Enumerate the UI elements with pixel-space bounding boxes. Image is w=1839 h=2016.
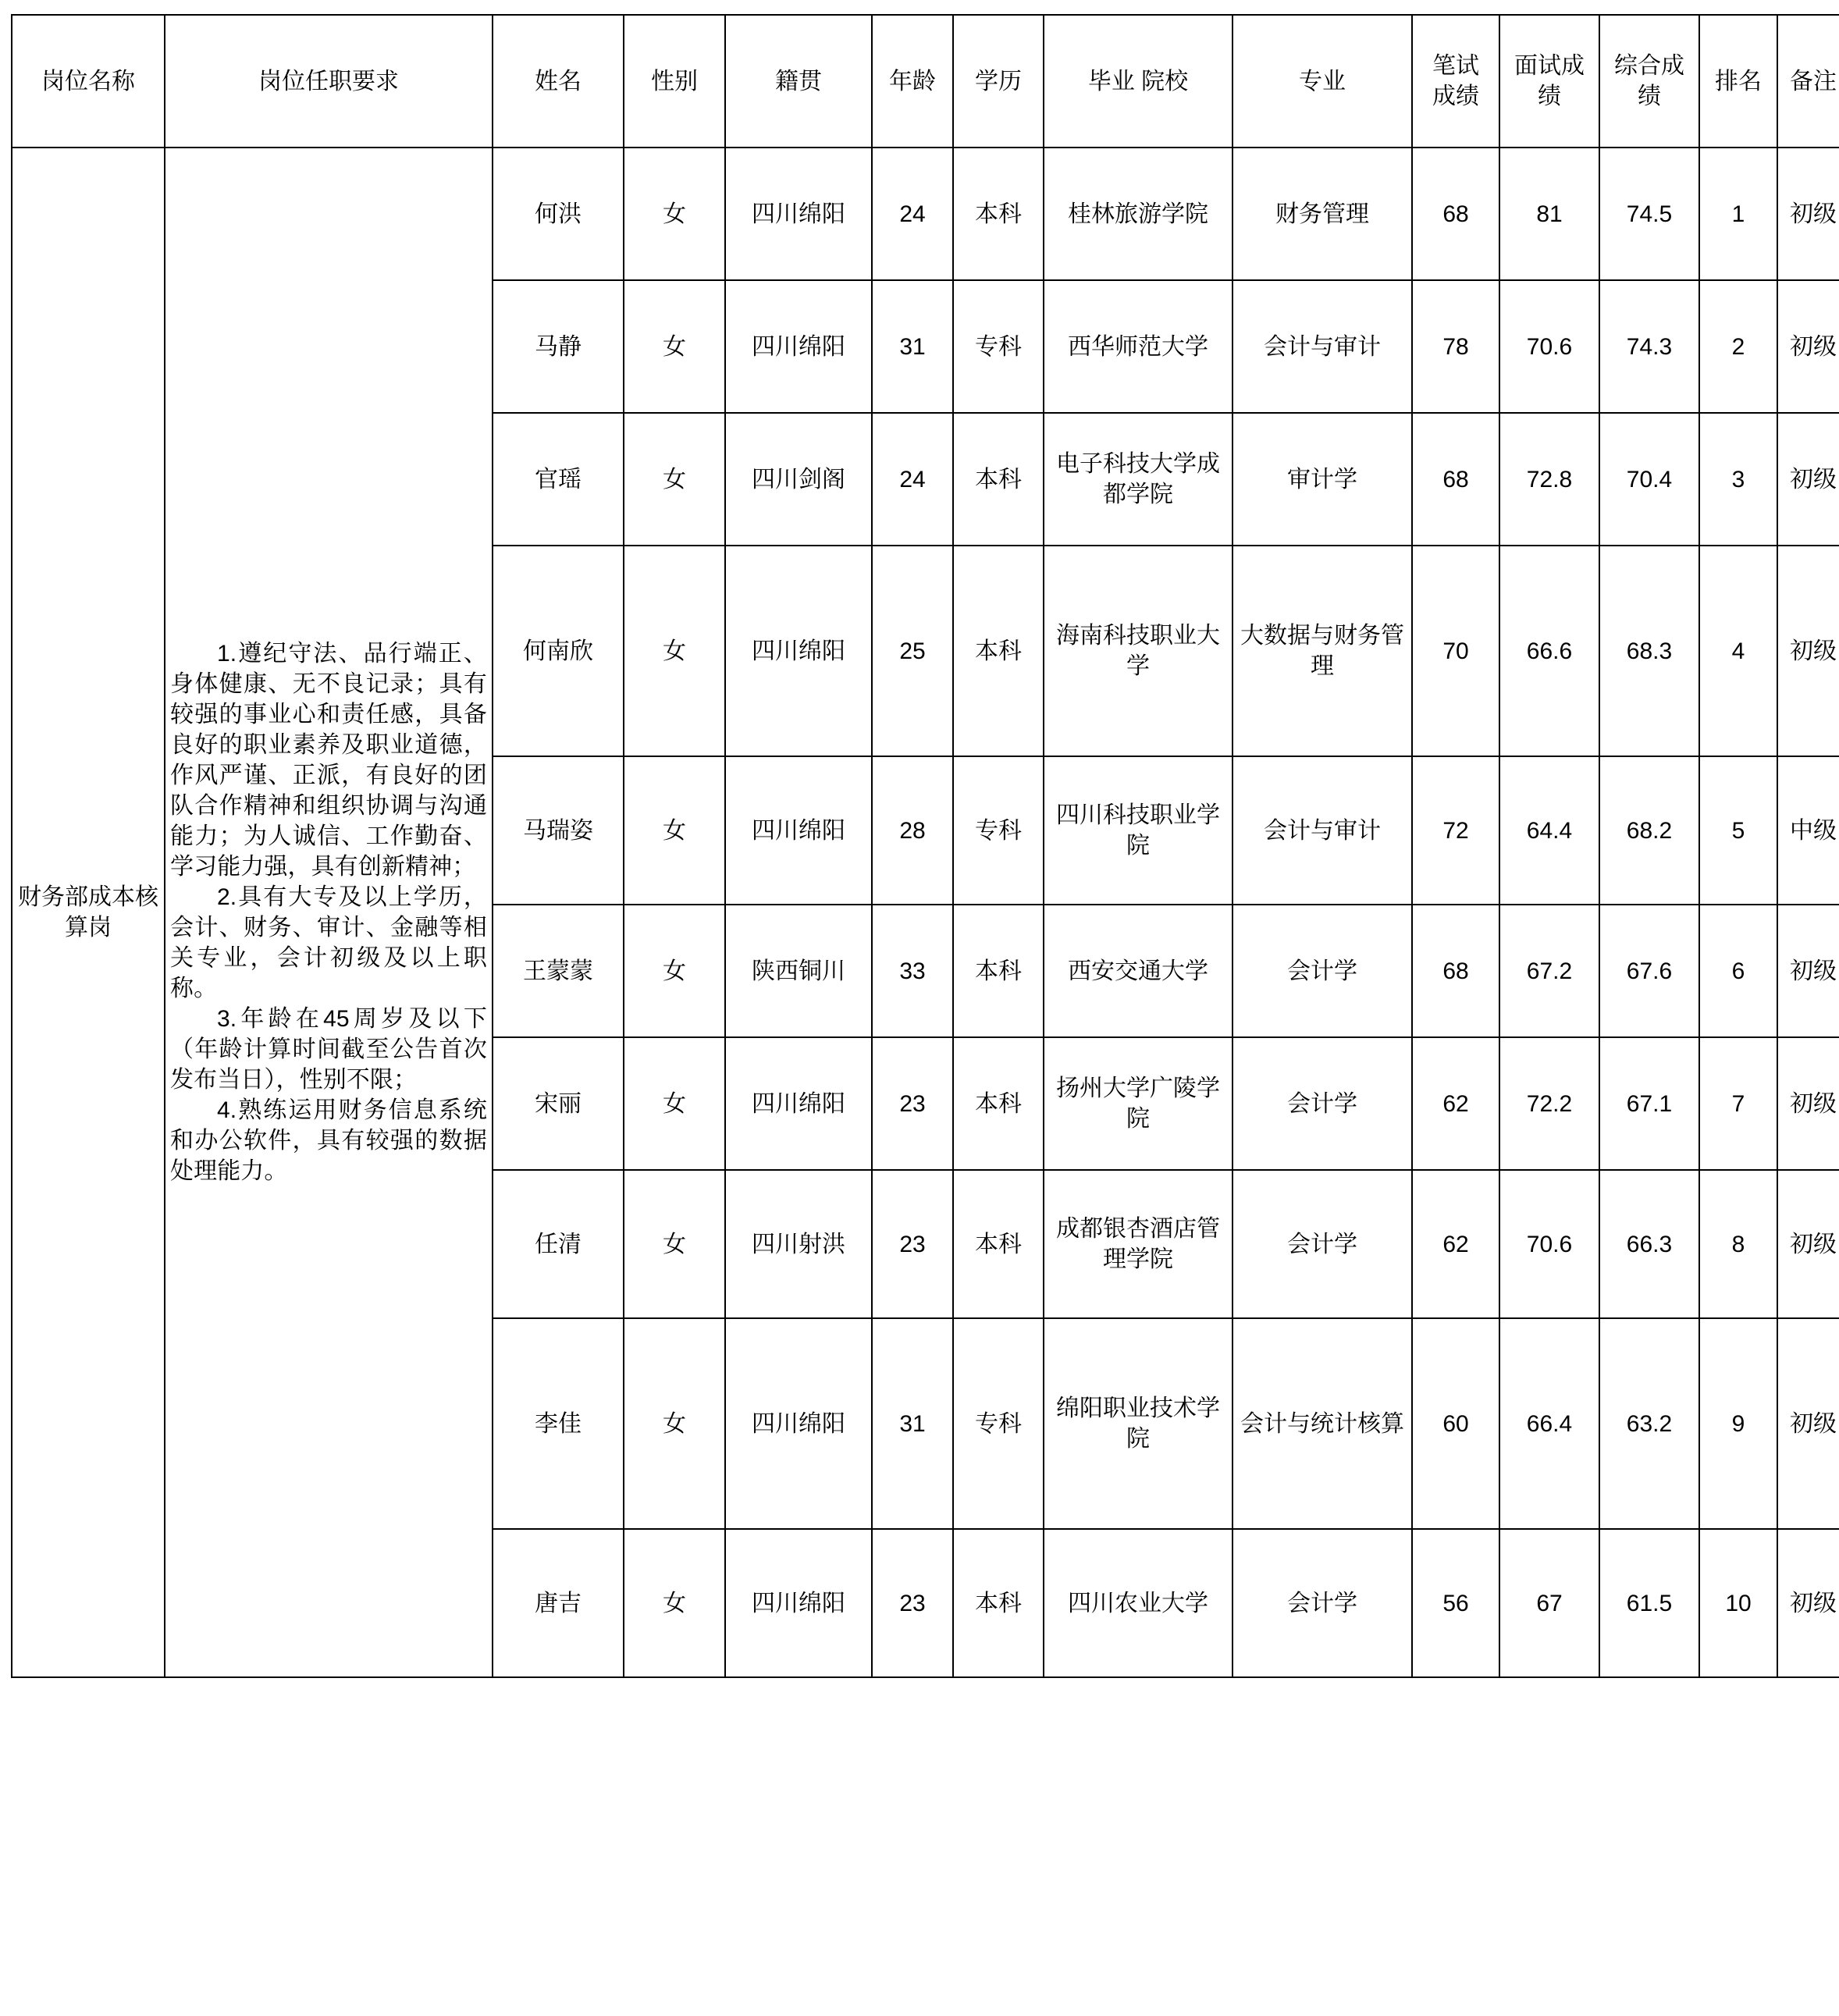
requirement-item: 3.年龄在45周岁及以下（年龄计算时间截至公告首次发布当日），性别不限； <box>170 1006 487 1093</box>
cell-rank: 9 <box>1699 1318 1777 1529</box>
cell-gender: 女 <box>624 756 725 905</box>
cell-name: 何南欣 <box>493 546 624 756</box>
cell-total-score: 74.3 <box>1599 280 1699 413</box>
cell-major: 大数据与财务管理 <box>1233 546 1412 756</box>
cell-total-score: 68.3 <box>1599 546 1699 756</box>
cell-education: 本科 <box>953 1529 1044 1677</box>
cell-school: 成都银杏酒店管理学院 <box>1044 1170 1233 1318</box>
cell-origin: 四川射洪 <box>725 1170 872 1318</box>
cell-rank: 2 <box>1699 280 1777 413</box>
cell-school: 扬州大学广陵学院 <box>1044 1037 1233 1170</box>
header-row <box>12 15 1839 148</box>
cell-age: 28 <box>872 756 953 905</box>
cell-total-score: 70.4 <box>1599 413 1699 546</box>
cell-major: 审计学 <box>1233 413 1412 546</box>
cell-name: 官瑶 <box>493 413 624 546</box>
cell-gender: 女 <box>624 280 725 413</box>
cell-major: 财务管理 <box>1233 148 1412 280</box>
cell-origin: 四川绵阳 <box>725 546 872 756</box>
cell-interview-score: 81 <box>1499 148 1599 280</box>
cell-rank: 7 <box>1699 1037 1777 1170</box>
cell-age: 23 <box>872 1170 953 1318</box>
cell-note: 初级 <box>1777 1529 1839 1677</box>
column-header-name: 姓名 <box>493 15 624 148</box>
cell-total-score: 74.5 <box>1599 148 1699 280</box>
cell-age: 23 <box>872 1529 953 1677</box>
table-row <box>12 148 1839 280</box>
cell-total-score: 67.6 <box>1599 905 1699 1037</box>
cell-age: 31 <box>872 280 953 413</box>
cell-total-score: 61.5 <box>1599 1529 1699 1677</box>
cell-rank: 8 <box>1699 1170 1777 1318</box>
cell-interview-score: 64.4 <box>1499 756 1599 905</box>
table-body <box>12 148 1839 1677</box>
cell-education: 本科 <box>953 905 1044 1037</box>
cell-gender: 女 <box>624 1170 725 1318</box>
cell-education: 本科 <box>953 546 1044 756</box>
cell-gender: 女 <box>624 413 725 546</box>
cell-name: 王蒙蒙 <box>493 905 624 1037</box>
cell-school: 西华师范大学 <box>1044 280 1233 413</box>
cell-age: 24 <box>872 148 953 280</box>
cell-age: 31 <box>872 1318 953 1529</box>
cell-gender: 女 <box>624 148 725 280</box>
cell-age: 33 <box>872 905 953 1037</box>
cell-total-score: 63.2 <box>1599 1318 1699 1529</box>
requirement-item: 1.遵纪守法、品行端正、身体健康、无不良记录；具有较强的事业心和责任感，具备良好的职业素养及职业道德，作风严谨、正派，有良好的团队合作精神和组织协调与沟通能力；为人诚信、工作勤奋、学习能力强，具有创新精神； <box>170 641 487 880</box>
cell-rank: 10 <box>1699 1529 1777 1677</box>
cell-origin: 四川绵阳 <box>725 756 872 905</box>
post-name-cell: 财务部成本核算岗 <box>12 148 165 1677</box>
cell-education: 本科 <box>953 413 1044 546</box>
column-header-total-line2: 绩 <box>1638 84 1661 109</box>
column-header-gender: 性别 <box>624 15 725 148</box>
cell-education: 本科 <box>953 148 1044 280</box>
cell-written-score: 72 <box>1412 756 1499 905</box>
cell-note: 初级 <box>1777 905 1839 1037</box>
cell-written-score: 62 <box>1412 1170 1499 1318</box>
cell-school: 桂林旅游学院 <box>1044 148 1233 280</box>
cell-rank: 6 <box>1699 905 1777 1037</box>
cell-origin: 陕西铜川 <box>725 905 872 1037</box>
cell-note: 初级 <box>1777 280 1839 413</box>
cell-note: 初级 <box>1777 1170 1839 1318</box>
cell-interview-score: 66.6 <box>1499 546 1599 756</box>
cell-education: 本科 <box>953 1170 1044 1318</box>
column-header-interview <box>1499 15 1599 148</box>
cell-total-score: 67.1 <box>1599 1037 1699 1170</box>
column-header-written-line2: 成绩 <box>1432 84 1479 109</box>
cell-gender: 女 <box>624 905 725 1037</box>
cell-rank: 5 <box>1699 756 1777 905</box>
cell-gender: 女 <box>624 1318 725 1529</box>
cell-education: 专科 <box>953 280 1044 413</box>
cell-written-score: 68 <box>1412 413 1499 546</box>
cell-interview-score: 72.8 <box>1499 413 1599 546</box>
cell-interview-score: 70.6 <box>1499 280 1599 413</box>
cell-written-score: 56 <box>1412 1529 1499 1677</box>
cell-school: 四川科技职业学院 <box>1044 756 1233 905</box>
recruitment-results-table <box>11 14 1839 1678</box>
cell-origin: 四川绵阳 <box>725 148 872 280</box>
cell-major: 会计学 <box>1233 905 1412 1037</box>
column-header-total-line1: 综合成 <box>1614 53 1684 79</box>
cell-school: 绵阳职业技术学院 <box>1044 1318 1233 1529</box>
cell-rank: 4 <box>1699 546 1777 756</box>
column-header-note: 备注 <box>1777 15 1839 148</box>
column-header-rank: 排名 <box>1699 15 1777 148</box>
cell-school: 四川农业大学 <box>1044 1529 1233 1677</box>
cell-total-score: 66.3 <box>1599 1170 1699 1318</box>
cell-age: 23 <box>872 1037 953 1170</box>
cell-written-score: 68 <box>1412 905 1499 1037</box>
cell-note: 初级 <box>1777 1037 1839 1170</box>
cell-gender: 女 <box>624 546 725 756</box>
cell-total-score: 68.2 <box>1599 756 1699 905</box>
column-header-interview-line1: 面试成 <box>1514 53 1585 79</box>
cell-origin: 四川绵阳 <box>725 1318 872 1529</box>
cell-age: 25 <box>872 546 953 756</box>
cell-origin: 四川绵阳 <box>725 280 872 413</box>
cell-written-score: 68 <box>1412 148 1499 280</box>
cell-note: 初级 <box>1777 546 1839 756</box>
cell-education: 专科 <box>953 756 1044 905</box>
column-header-post: 岗位名称 <box>12 15 165 148</box>
cell-major: 会计与统计核算 <box>1233 1318 1412 1529</box>
cell-origin: 四川剑阁 <box>725 413 872 546</box>
cell-age: 24 <box>872 413 953 546</box>
cell-education: 本科 <box>953 1037 1044 1170</box>
cell-education: 专科 <box>953 1318 1044 1529</box>
cell-rank: 3 <box>1699 413 1777 546</box>
cell-written-score: 70 <box>1412 546 1499 756</box>
cell-written-score: 60 <box>1412 1318 1499 1529</box>
column-header-total <box>1599 15 1699 148</box>
column-header-edu: 学历 <box>953 15 1044 148</box>
cell-note: 中级 <box>1777 756 1839 905</box>
cell-interview-score: 72.2 <box>1499 1037 1599 1170</box>
cell-gender: 女 <box>624 1529 725 1677</box>
cell-name: 唐吉 <box>493 1529 624 1677</box>
cell-name: 何洪 <box>493 148 624 280</box>
cell-major: 会计与审计 <box>1233 280 1412 413</box>
cell-school: 电子科技大学成都学院 <box>1044 413 1233 546</box>
cell-interview-score: 67.2 <box>1499 905 1599 1037</box>
cell-interview-score: 66.4 <box>1499 1318 1599 1529</box>
column-header-school: 毕业 院校 <box>1044 15 1233 148</box>
cell-note: 初级 <box>1777 1318 1839 1529</box>
cell-major: 会计学 <box>1233 1037 1412 1170</box>
cell-origin: 四川绵阳 <box>725 1529 872 1677</box>
cell-gender: 女 <box>624 1037 725 1170</box>
cell-name: 马静 <box>493 280 624 413</box>
requirement-item: 4.熟练运用财务信息系统和办公软件，具有较强的数据处理能力。 <box>170 1097 487 1184</box>
column-header-age: 年龄 <box>872 15 953 148</box>
cell-name: 李佳 <box>493 1318 624 1529</box>
cell-origin: 四川绵阳 <box>725 1037 872 1170</box>
cell-school: 西安交通大学 <box>1044 905 1233 1037</box>
cell-note: 初级 <box>1777 413 1839 546</box>
column-header-written-line1: 笔试 <box>1432 53 1479 79</box>
column-header-origin: 籍贯 <box>725 15 872 148</box>
column-header-major: 专业 <box>1233 15 1412 148</box>
cell-interview-score: 70.6 <box>1499 1170 1599 1318</box>
cell-written-score: 78 <box>1412 280 1499 413</box>
cell-name: 任清 <box>493 1170 624 1318</box>
column-header-written <box>1412 15 1499 148</box>
requirement-item: 2.具有大专及以上学历，会计、财务、审计、金融等相关专业，会计初级及以上职称。 <box>170 884 487 1001</box>
column-header-req: 岗位任职要求 <box>165 15 493 148</box>
cell-name: 马瑞姿 <box>493 756 624 905</box>
cell-note: 初级 <box>1777 148 1839 280</box>
post-requirements-cell <box>165 148 493 1677</box>
cell-major: 会计学 <box>1233 1170 1412 1318</box>
cell-major: 会计与审计 <box>1233 756 1412 905</box>
cell-written-score: 62 <box>1412 1037 1499 1170</box>
table-header <box>12 15 1839 148</box>
column-header-interview-line2: 绩 <box>1538 84 1561 109</box>
cell-major: 会计学 <box>1233 1529 1412 1677</box>
cell-school: 海南科技职业大学 <box>1044 546 1233 756</box>
cell-name: 宋丽 <box>493 1037 624 1170</box>
cell-interview-score: 67 <box>1499 1529 1599 1677</box>
cell-rank: 1 <box>1699 148 1777 280</box>
